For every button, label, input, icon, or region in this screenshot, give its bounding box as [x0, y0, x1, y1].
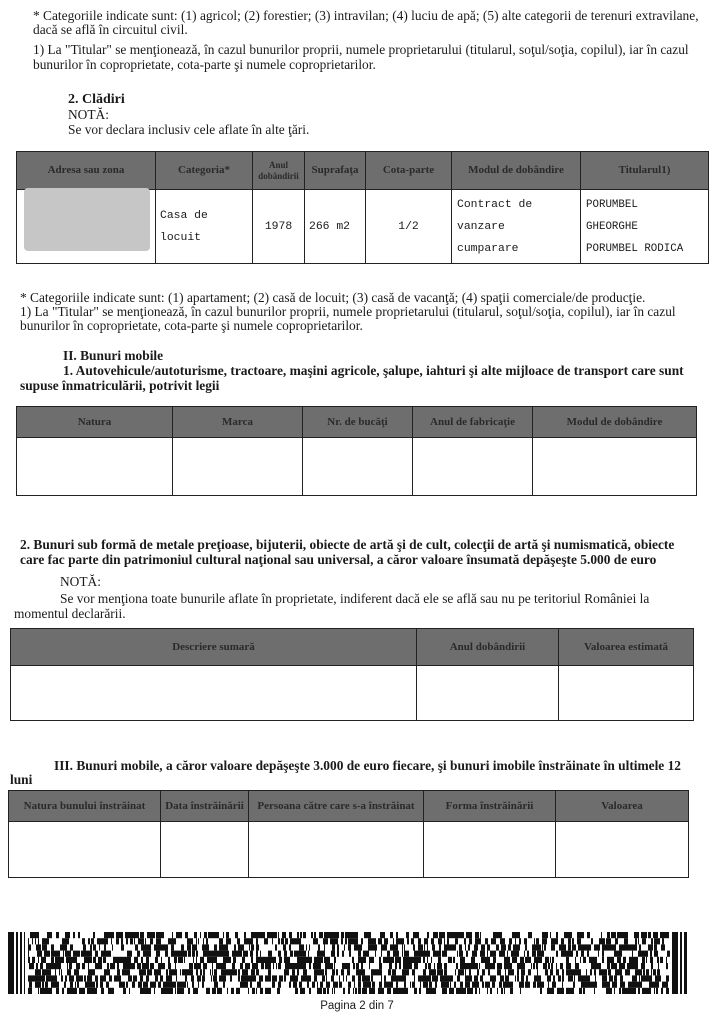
cell-text: GHEORGHE — [586, 220, 638, 233]
empty-cell — [424, 822, 556, 878]
cell-categoria — [156, 190, 253, 264]
table-row — [9, 822, 689, 878]
empty-cell — [559, 666, 694, 721]
col-header-nr-bucati: Nr. de bucăţi — [303, 407, 413, 438]
col-header-persoana: Persoana către care s-a înstrăinat — [249, 791, 424, 822]
cell-anul: 1978 — [253, 190, 305, 264]
section-title-bunuri-mobile: II. Bunuri mobile — [63, 348, 164, 363]
building-categories-note: * Categoriile indicate sunt: (1) apartament; (2) casă de locuit; (3) casă de vacanţă; (4) spaţii comerciale/de producţie. — [20, 290, 646, 305]
empty-cell — [161, 822, 249, 878]
empty-cell — [556, 822, 689, 878]
page-number: Pagina 2 din 7 — [320, 1000, 394, 1012]
cell-titular — [581, 190, 709, 264]
col-header-categoria: Categoria* — [156, 152, 253, 190]
col-header-titular: Titularul1) — [581, 152, 709, 190]
col-header-adresa: Adresa sau zona — [17, 152, 156, 190]
titular-note-2: 1) La "Titular" se menţionează, în cazul bunurilor proprii, numele proprietarului (titularul, soţul/soţia, copilul), iar în cazul — [20, 304, 676, 319]
alienated-goods-title: III. Bunuri mobile, a căror valoare depăşeşte 3.000 de euro fiecare, şi bunuri imobile înstrăinate în ultimele 12 — [54, 758, 681, 773]
col-header-data-instrainarii: Data înstrăinării — [161, 791, 249, 822]
col-header-descriere: Descriere sumară — [11, 629, 417, 666]
table-row — [17, 438, 697, 496]
empty-cell — [17, 438, 173, 496]
precious-goods-title-cont: care fac parte din patrimoniul cultural naţional sau universal, a căror valoare însumată depăşeşte 5.000 de euro — [20, 552, 657, 567]
cell-modul — [452, 190, 581, 264]
vehicles-subtitle: 1. Autovehicule/autoturisme, tractoare, maşini agricole, şalupe, iahturi şi alte mijloace de transport care sunt — [63, 363, 684, 378]
col-header-modul-dobandire: Modul de dobândire — [533, 407, 697, 438]
empty-cell — [11, 666, 417, 721]
titular-note: 1) La "Titular" se menţionează, în cazul bunurilor proprii, numele proprietarului (titularul, soţul/soţia, copilul), iar în cazul — [33, 42, 689, 57]
col-header-anul: Anul dobândirii — [253, 152, 305, 190]
land-categories-note-cont: dacă se află în circuitul civil. — [33, 22, 188, 37]
col-header-forma-instrainarii: Forma înstrăinării — [424, 791, 556, 822]
col-header-modul: Modul de dobândire — [452, 152, 581, 190]
alienated-goods-title-cont: luni — [10, 772, 33, 787]
precious-goods-table — [10, 628, 694, 721]
col-header-natura: Natura — [17, 407, 173, 438]
empty-cell — [303, 438, 413, 496]
cell-text: vanzare — [457, 220, 505, 233]
cell-text: locuit — [160, 231, 202, 244]
cell-text: cumparare — [457, 242, 519, 255]
col-header-natura-bunului: Natura bunului înstrăinat — [9, 791, 161, 822]
barcode-image — [8, 932, 688, 994]
col-header-anul-dobandirii: Anul dobândirii — [417, 629, 559, 666]
empty-cell — [173, 438, 303, 496]
col-header-cota: Cota-parte — [366, 152, 452, 190]
cell-suprafata: 266 m2 — [305, 190, 366, 264]
land-categories-note: * Categoriile indicate sunt: (1) agricol; (2) forestier; (3) intravilan; (4) luciu de apă; (5) alte categorii de terenuri extravilane, — [33, 8, 699, 23]
cell-text: Casa de — [160, 209, 208, 222]
cladiri-nota-label: NOTĂ: — [68, 107, 109, 122]
alienated-goods-table — [8, 790, 689, 878]
col-header-valoarea: Valoarea — [556, 791, 689, 822]
empty-cell — [413, 438, 533, 496]
empty-cell — [533, 438, 697, 496]
redacted-address — [24, 188, 150, 251]
cell-text: PORUMBEL RODICA — [586, 242, 684, 255]
titular-note-cont: bunurilor în coproprietate, cota-parte şi numele coproprietarilor. — [33, 57, 376, 72]
vehicles-table — [16, 406, 697, 496]
col-header-suprafata: Suprafaţa — [305, 152, 366, 190]
cell-text: PORUMBEL — [586, 198, 638, 211]
section-title-cladiri: 2. Clădiri — [68, 92, 125, 107]
precious-nota-text-cont: momentul declarării. — [14, 606, 126, 621]
table-row — [11, 666, 694, 721]
precious-nota-text: Se vor menţiona toate bunurile aflate în proprietate, indiferent dacă ele se află sau nu pe teritoriul României la — [60, 591, 650, 606]
vehicles-subtitle-cont: supuse înmatriculării, potrivit legii — [20, 378, 220, 393]
empty-cell — [417, 666, 559, 721]
titular-note-2-cont: bunurilor în coproprietate, cota-parte şi numele coproprietarilor. — [20, 318, 363, 333]
precious-nota-label: NOTĂ: — [60, 574, 101, 589]
col-header-an-fabricatie: Anul de fabricaţie — [413, 407, 533, 438]
empty-cell — [9, 822, 161, 878]
col-header-marca: Marca — [173, 407, 303, 438]
precious-goods-title: 2. Bunuri sub formă de metale preţioase, bijuterii, obiecte de artă şi de cult, colecţii de artă şi numismatică, obiecte — [20, 537, 675, 552]
cladiri-nota-text: Se vor declara inclusiv cele aflate în alte ţări. — [68, 122, 310, 137]
col-header-valoarea-estimata: Valoarea estimată — [559, 629, 694, 666]
empty-cell — [249, 822, 424, 878]
cell-text: Contract de — [457, 198, 533, 211]
cell-cota: 1/2 — [366, 190, 452, 264]
